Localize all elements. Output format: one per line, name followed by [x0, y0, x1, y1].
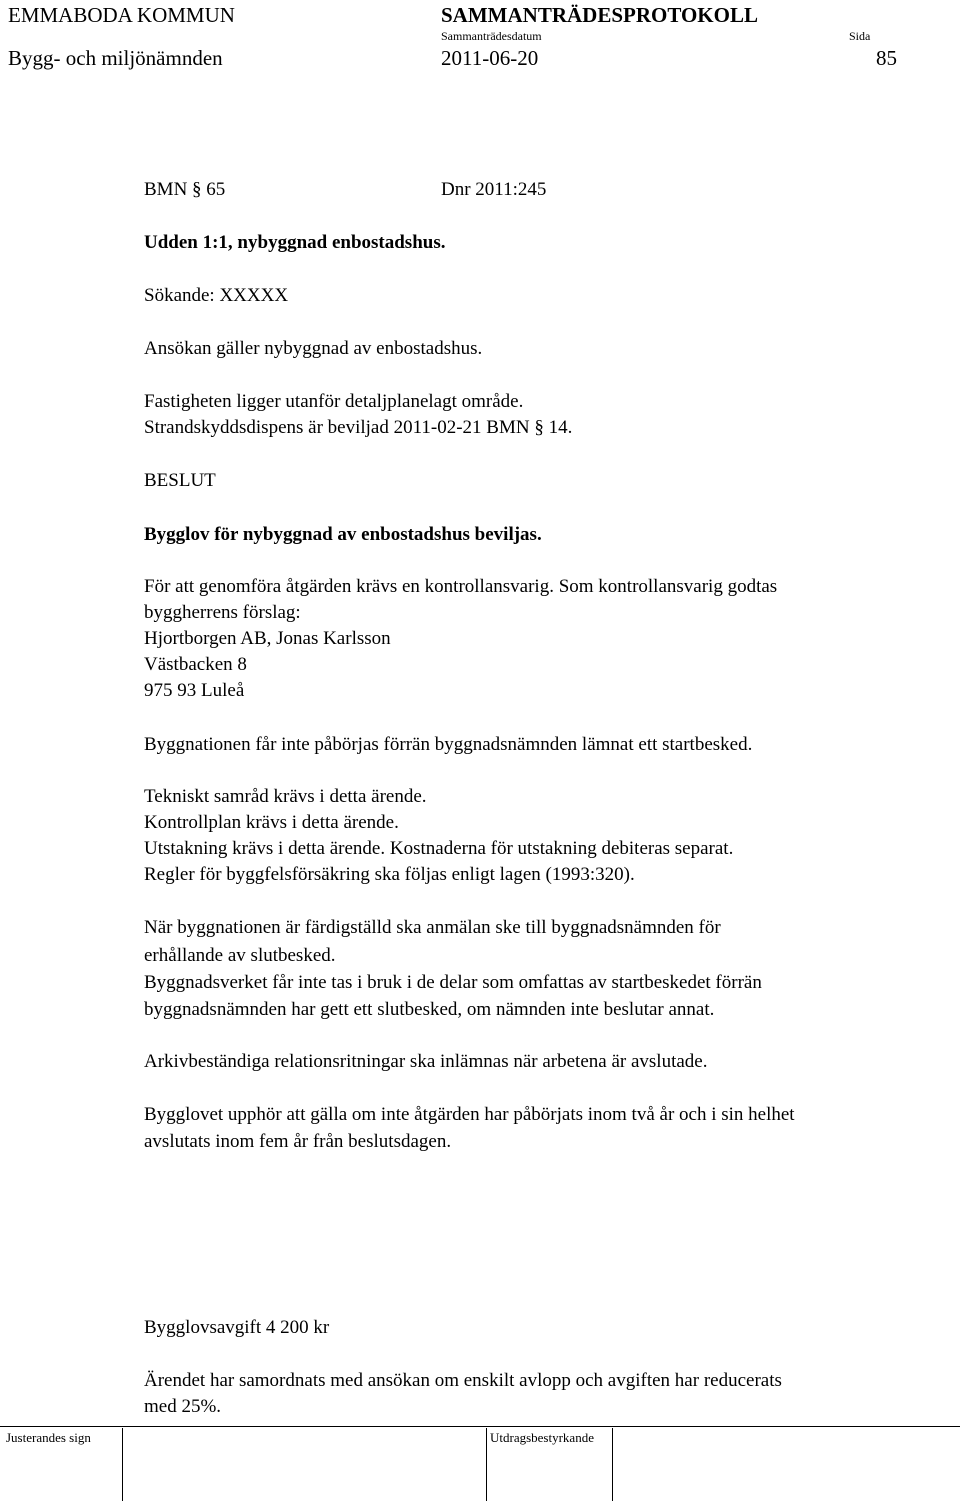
- fee-note-line: Ärendet har samordnats med ansökan om enskilt avlopp och avgiften har reducerats: [144, 1370, 782, 1391]
- case-title: Udden 1:1, nybyggnad enbostadshus.: [144, 232, 446, 253]
- document-type: SAMMANTRÄDESPROTOKOLL: [441, 3, 758, 27]
- control-line: byggherrens förslag:: [144, 602, 301, 623]
- control-line: För att genomföra åtgärden krävs en kontrollansvarig. Som kontrollansvarig godtas: [144, 576, 778, 597]
- board-name: Bygg- och miljönämnden: [8, 46, 223, 70]
- completion-line: byggnadsnämnden har gett ett slutbesked, om nämnden inte beslutar annat.: [144, 999, 715, 1020]
- drawings-requirement: Arkivbeständiga relationsritningar ska inlämnas när arbetena är avslutade.: [144, 1051, 708, 1072]
- page-label: Sida: [849, 29, 871, 43]
- requirement-line: Tekniskt samråd krävs i detta ärende.: [144, 786, 427, 807]
- completion-line: erhållande av slutbesked.: [144, 945, 336, 966]
- fee-note-line: med 25%.: [144, 1396, 222, 1417]
- decision-heading: BESLUT: [144, 470, 216, 491]
- expiry-line: Bygglovet upphör att gälla om inte åtgärden har påbörjats inom två år och i sin helhet: [144, 1104, 795, 1125]
- requirement-line: Utstakning krävs i detta ärende. Kostnaderna för utstakning debiteras separat.: [144, 838, 734, 859]
- permit-fee: Bygglovsavgift 4 200 kr: [144, 1317, 330, 1338]
- completion-line: När byggnationen är färdigställd ska anmälan ske till byggnadsnämnden för: [144, 917, 721, 938]
- footer-cell-divider: [122, 1428, 123, 1501]
- adjuster-signature-label: Justerandes sign: [6, 1430, 91, 1445]
- property-line: Fastigheten ligger utanför detaljplanelagt område.: [144, 391, 524, 412]
- footer-cell-divider: [486, 1428, 487, 1501]
- extract-certification-label: Utdragsbestyrkande: [490, 1430, 594, 1445]
- applicant: Sökande: XXXXX: [144, 285, 289, 306]
- footer-cell-divider: [612, 1428, 613, 1501]
- page-number: 85: [876, 46, 897, 70]
- decision-statement: Bygglov för nybyggnad av enbostadshus beviljas.: [144, 524, 542, 545]
- completion-line: Byggnadsverket får inte tas i bruk i de delar som omfattas av startbeskedet förrän: [144, 972, 762, 993]
- start-notice: Byggnationen får inte påbörjas förrän byggnadsnämnden lämnat ett startbesked.: [144, 734, 753, 755]
- requirement-line: Kontrollplan krävs i detta ärende.: [144, 812, 399, 833]
- application-description: Ansökan gäller nybyggnad av enbostadshus.: [144, 338, 483, 359]
- case-paragraph-number: BMN § 65: [144, 179, 226, 200]
- control-line: Västbacken 8: [144, 654, 247, 675]
- meeting-date: 2011-06-20: [441, 46, 539, 70]
- case-reference-number: Dnr 2011:245: [441, 179, 547, 200]
- property-line: Strandskyddsdispens är beviljad 2011-02-21 BMN § 14.: [144, 417, 573, 438]
- control-line: 975 93 Luleå: [144, 680, 245, 701]
- requirement-line: Regler för byggfelsförsäkring ska följas enligt lagen (1993:320).: [144, 864, 635, 885]
- meeting-date-label: Sammanträdesdatum: [441, 29, 542, 43]
- control-line: Hjortborgen AB, Jonas Karlsson: [144, 628, 391, 649]
- municipality-name: EMMABODA KOMMUN: [8, 3, 235, 27]
- expiry-line: avslutats inom fem år från beslutsdagen.: [144, 1131, 452, 1152]
- footer-divider: [0, 1426, 960, 1427]
